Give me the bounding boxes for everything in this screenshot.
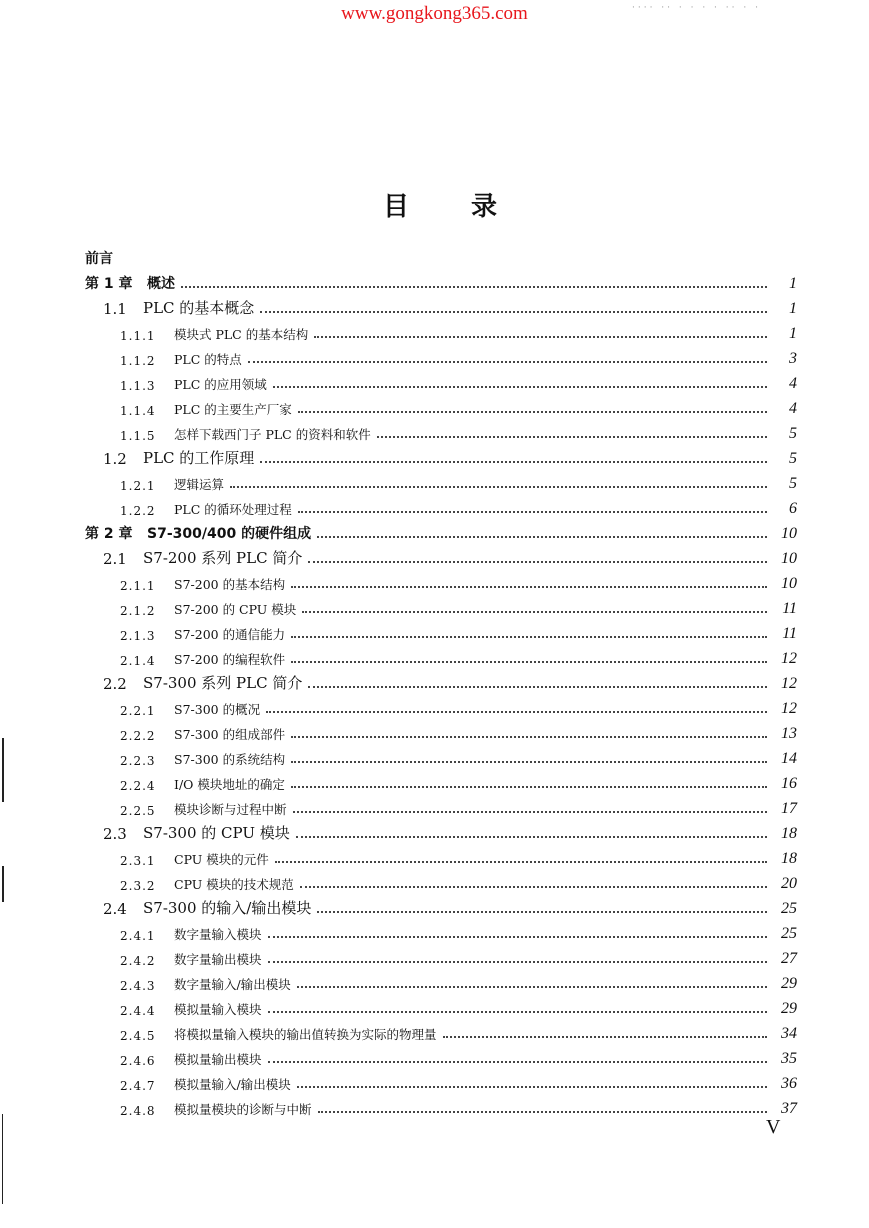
toc-dot-leader: [300, 886, 767, 888]
toc-subsection[interactable]: [0, 1021, 869, 1043]
toc-title: 怎样下载西门子 PLC 的资料和软件: [174, 427, 371, 442]
toc-number: 2.4.6: [120, 1054, 156, 1068]
toc-title: S7-300 的系统结构: [174, 752, 286, 767]
page-number: V: [766, 1116, 781, 1138]
toc-dot-leader: [318, 1111, 767, 1113]
toc-title: S7-200 的编程软件: [174, 652, 286, 667]
toc-page-number: 4: [789, 375, 797, 392]
toc-dot-leader: [248, 361, 767, 363]
toc-title: CPU 模块的元件: [174, 852, 269, 867]
toc-title: S7-300/400 的硬件组成: [147, 526, 312, 542]
toc-section[interactable]: [0, 671, 869, 693]
toc-dot-leader: [260, 461, 767, 463]
toc-subsection[interactable]: [0, 621, 869, 643]
toc-title: PLC 的工作原理: [143, 449, 255, 467]
toc-dot-leader: [297, 986, 767, 988]
toc-number: 2.2.1: [120, 704, 156, 718]
toc-page-number: 16: [781, 775, 797, 792]
toc-dot-leader: [268, 961, 767, 963]
toc-title: 模拟量输出模块: [174, 1052, 262, 1067]
toc-number: 1.1.4: [120, 404, 156, 418]
toc-number: 2.1.1: [120, 579, 156, 593]
toc-title: 数字量输出模块: [174, 952, 262, 967]
toc-number: 1.2: [103, 450, 127, 468]
toc-title: 模块诊断与过程中断: [174, 802, 287, 817]
toc-dot-leader: [291, 761, 767, 763]
toc-number: 2.2: [103, 675, 127, 693]
toc-page-number: 29: [781, 1000, 797, 1017]
toc-number: 2.2.2: [120, 729, 156, 743]
toc-number: 2.4: [103, 900, 127, 918]
header-url[interactable]: www.gongkong365.com: [341, 3, 528, 24]
toc-page-number: 17: [781, 800, 797, 817]
toc-title: S7-300 的概况: [174, 702, 261, 717]
toc-number: 1.2.2: [120, 504, 156, 518]
toc-page-number: 1: [789, 300, 797, 317]
toc-page-number: 20: [781, 875, 797, 892]
toc-subsection[interactable]: [0, 321, 869, 343]
scan-edge-mark: [2, 1114, 3, 1204]
toc-dot-leader: [291, 636, 767, 638]
toc-title: CPU 模块的技术规范: [174, 877, 294, 892]
toc-title: PLC 的主要生产厂家: [174, 402, 292, 417]
toc-dot-leader: [260, 311, 767, 313]
toc-number: 2.3.1: [120, 854, 156, 868]
toc-number: 第 1 章: [85, 276, 133, 292]
toc-subsection[interactable]: [0, 421, 869, 443]
toc-number: 2.3.2: [120, 879, 156, 893]
toc-page-number: 11: [782, 625, 797, 642]
toc-dot-leader: [308, 686, 767, 688]
toc-title: S7-200 的 CPU 模块: [174, 602, 297, 617]
toc-subsection[interactable]: [0, 971, 869, 993]
toc-dot-leader: [266, 711, 767, 713]
toc-dot-leader: [308, 561, 767, 563]
toc-title: 模拟量模块的诊断与中断: [174, 1102, 312, 1117]
toc-subsection[interactable]: [0, 771, 869, 793]
toc-page-number: 18: [781, 825, 797, 842]
toc-title: 数字量输入/输出模块: [174, 977, 291, 992]
toc-subsection[interactable]: [0, 571, 869, 593]
toc-subsection[interactable]: [0, 746, 869, 768]
toc-title: S7-300 的输入/输出模块: [143, 899, 312, 917]
toc-page-number: 34: [781, 1025, 797, 1042]
toc-subsection[interactable]: [0, 796, 869, 818]
scan-edge-mark: [2, 738, 4, 802]
toc-subsection[interactable]: [0, 846, 869, 868]
toc-title: PLC 的基本概念: [143, 299, 255, 317]
toc-subsection[interactable]: [0, 921, 869, 943]
toc-dot-leader: [230, 486, 767, 488]
toc-dot-leader: [296, 836, 767, 838]
toc-number: 1.1: [103, 300, 127, 318]
toc-number: 2.4.7: [120, 1079, 156, 1093]
toc-page-number: 25: [781, 925, 797, 942]
toc-number: 前言: [85, 251, 113, 267]
toc-dot-leader: [291, 586, 767, 588]
toc-section[interactable]: [0, 821, 869, 843]
toc-subsection[interactable]: [0, 371, 869, 393]
toc-dot-leader: [268, 1061, 767, 1063]
toc-title: PLC 的应用领域: [174, 377, 267, 392]
toc-dot-leader: [293, 811, 767, 813]
toc-page-number: 36: [781, 1075, 797, 1092]
toc-section[interactable]: [0, 446, 869, 468]
toc-title: PLC 的特点: [174, 352, 242, 367]
toc-dot-leader: [317, 911, 767, 913]
toc-page-number: 10: [781, 525, 797, 542]
title-char-2: 录: [471, 192, 498, 222]
toc-dot-leader: [302, 611, 767, 613]
toc-number: 1.1.5: [120, 429, 156, 443]
toc-subsection[interactable]: [0, 946, 869, 968]
toc-dot-leader: [181, 286, 767, 288]
toc-dot-leader: [291, 786, 767, 788]
toc-title: PLC 的循环处理过程: [174, 502, 292, 517]
toc-number: 2.4.4: [120, 1004, 156, 1018]
toc-title: 模拟量输入/输出模块: [174, 1077, 291, 1092]
toc-number: 2.1.2: [120, 604, 156, 618]
toc-page-number: 18: [781, 850, 797, 867]
toc-subsection[interactable]: [0, 721, 869, 743]
toc-number: 2.1.4: [120, 654, 156, 668]
toc-page-number: 35: [781, 1050, 797, 1067]
toc-page-number: 13: [781, 725, 797, 742]
toc-number: 2.1.3: [120, 629, 156, 643]
toc-number: 2.4.2: [120, 954, 156, 968]
toc-title: 逻辑运算: [174, 477, 225, 492]
toc-dot-leader: [291, 661, 767, 663]
toc-title: 将模拟量输入模块的输出值转换为实际的物理量: [174, 1027, 437, 1042]
toc-dot-leader: [317, 536, 767, 538]
toc-subsection[interactable]: [0, 471, 869, 493]
toc-subsection[interactable]: [0, 871, 869, 893]
toc-section[interactable]: [0, 296, 869, 318]
toc-number: 2.1: [103, 550, 127, 568]
toc-page-number: 27: [781, 950, 797, 967]
toc-title: I/O 模块地址的确定: [174, 777, 285, 792]
toc-number: 2.4.1: [120, 929, 156, 943]
toc-title: S7-300 的组成部件: [174, 727, 286, 742]
toc-number: 1.1.3: [120, 379, 156, 393]
toc-section[interactable]: [0, 896, 869, 918]
toc-title: S7-300 系列 PLC 简介: [143, 674, 303, 692]
toc-page-number: 6: [789, 500, 797, 517]
toc-page-number: 11: [782, 600, 797, 617]
toc-title: 模拟量输入模块: [174, 1002, 262, 1017]
toc-subsection[interactable]: [0, 646, 869, 668]
toc-dot-leader: [291, 736, 767, 738]
toc-dot-leader: [268, 936, 767, 938]
toc-number: 2.4.8: [120, 1104, 156, 1118]
toc-subsection[interactable]: [0, 1071, 869, 1093]
toc-number: 1.1.2: [120, 354, 156, 368]
toc-section[interactable]: [0, 546, 869, 568]
toc-dot-leader: [273, 386, 767, 388]
toc-chapter[interactable]: [0, 271, 869, 293]
toc-dot-leader: [268, 1011, 767, 1013]
toc-subsection[interactable]: [0, 396, 869, 418]
faint-scan-marks: ···· ·· · · · · ·· · ·: [632, 3, 761, 13]
toc-chapter[interactable]: [0, 521, 869, 543]
toc-subsection[interactable]: [0, 1096, 869, 1118]
toc-number: 第 2 章: [85, 526, 133, 542]
toc-title: S7-200 系列 PLC 简介: [143, 549, 303, 567]
toc-dot-leader: [443, 1036, 767, 1038]
toc-chapter[interactable]: [0, 246, 869, 268]
toc-number: 2.2.4: [120, 779, 156, 793]
toc-subsection[interactable]: [0, 496, 869, 518]
toc-number: 1.2.1: [120, 479, 156, 493]
toc-page-number: 1: [789, 275, 797, 292]
toc-number: 2.2.5: [120, 804, 156, 818]
toc-number: 2.4.5: [120, 1029, 156, 1043]
toc-title: 概述: [147, 276, 175, 292]
toc-page-number: 37: [781, 1100, 797, 1117]
toc-page-number: 10: [781, 575, 797, 592]
toc-page-number: 1: [789, 325, 797, 342]
toc-page-number: 14: [781, 750, 797, 767]
toc-dot-leader: [314, 336, 767, 338]
toc-dot-leader: [298, 411, 767, 413]
toc-dot-leader: [297, 1086, 767, 1088]
toc-subsection[interactable]: [0, 1046, 869, 1068]
toc-page-number: 5: [789, 450, 797, 467]
toc-page-number: 5: [789, 425, 797, 442]
toc-subsection[interactable]: [0, 696, 869, 718]
toc-page-number: 12: [781, 700, 797, 717]
toc-title: S7-200 的通信能力: [174, 627, 286, 642]
toc-dot-leader: [298, 511, 767, 513]
toc-page-number: 29: [781, 975, 797, 992]
toc-number: 2.4.3: [120, 979, 156, 993]
toc-title: 模块式 PLC 的基本结构: [174, 327, 309, 342]
toc-number: 2.2.3: [120, 754, 156, 768]
toc-dot-leader: [377, 436, 767, 438]
toc-number: 1.1.1: [120, 329, 156, 343]
toc-page-number: 10: [781, 550, 797, 567]
toc-page-number: 12: [781, 675, 797, 692]
toc-page-number: 3: [789, 350, 797, 367]
toc-subsection[interactable]: [0, 596, 869, 618]
toc-subsection[interactable]: [0, 346, 869, 368]
toc-number: 2.3: [103, 825, 127, 843]
toc-title: S7-200 的基本结构: [174, 577, 286, 592]
toc-subsection[interactable]: [0, 996, 869, 1018]
scan-edge-mark: [2, 866, 4, 902]
title-char-1: 目: [383, 192, 410, 222]
toc-title: S7-300 的 CPU 模块: [143, 824, 290, 842]
toc-title: 数字量输入模块: [174, 927, 262, 942]
toc-page-number: 25: [781, 900, 797, 917]
toc-page-number: 4: [789, 400, 797, 417]
toc-page-number: 5: [789, 475, 797, 492]
toc-dot-leader: [275, 861, 767, 863]
toc-page-number: 12: [781, 650, 797, 667]
